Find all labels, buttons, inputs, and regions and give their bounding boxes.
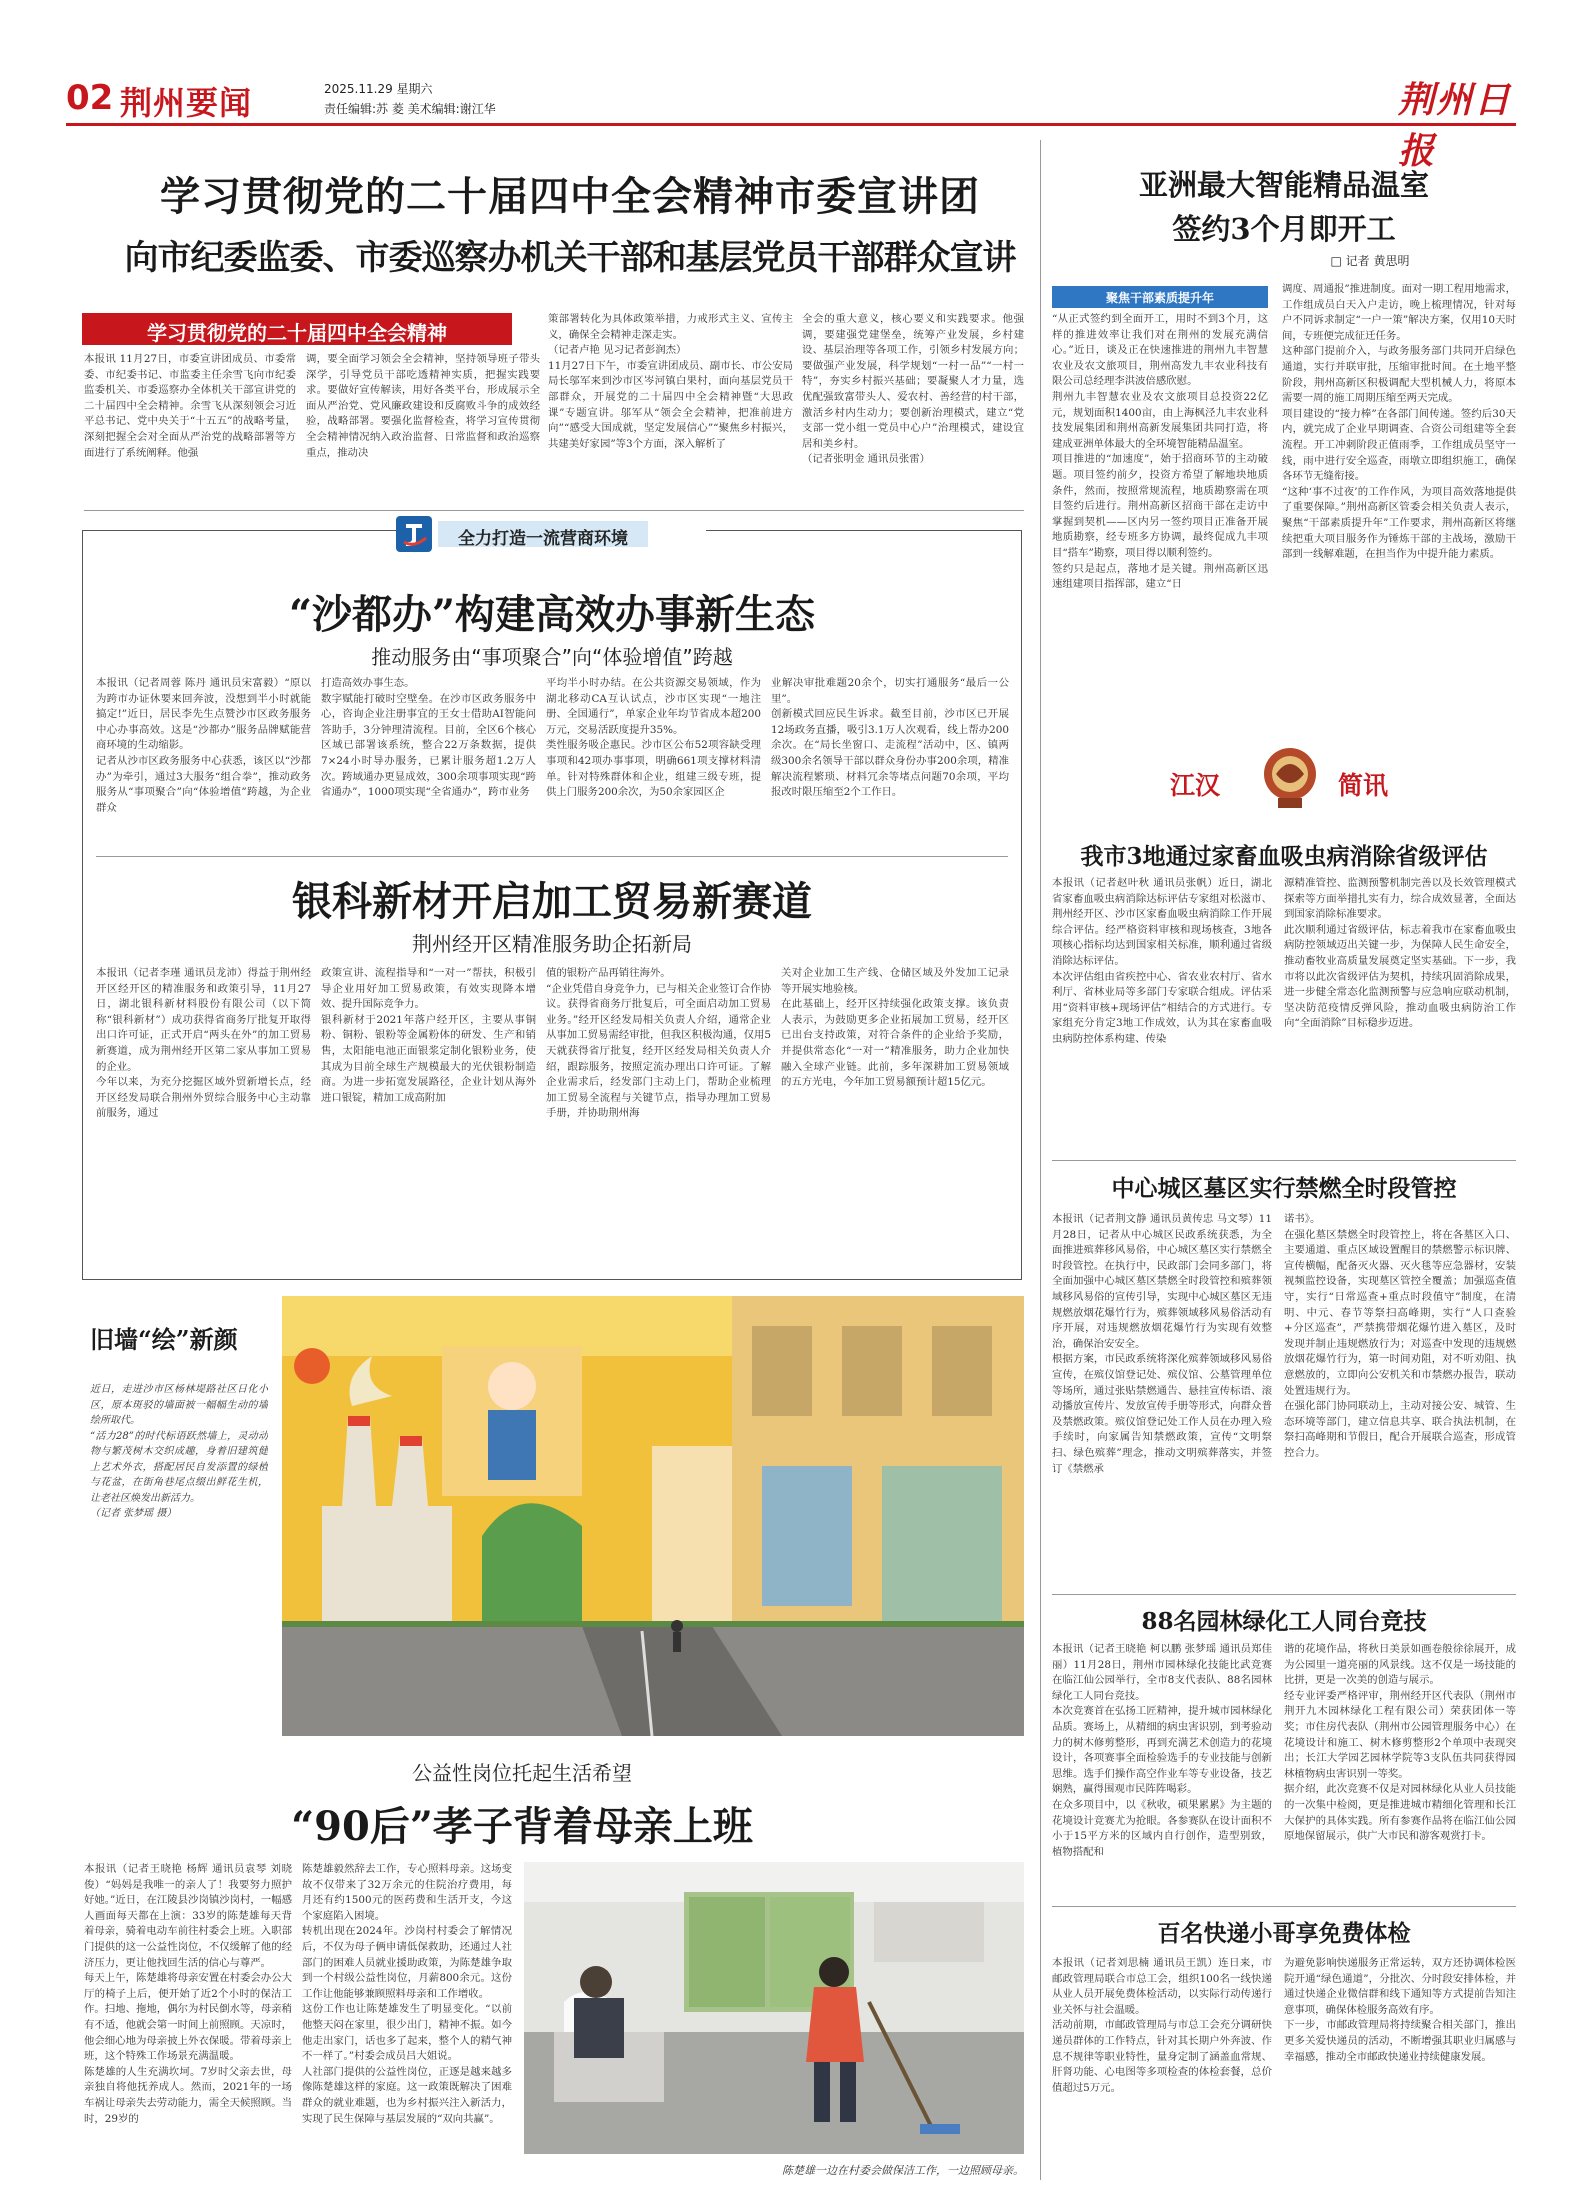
caretaker-photo (524, 1862, 1024, 2154)
feature-title: 旧墙“绘”新颜 (90, 1325, 238, 1354)
brief-headline: 我市3地通过家畜血吸虫病消除省级评估 (1080, 843, 1488, 870)
brief4-column-1: 本报讯（记者刘思楠 通讯员王凯）连日来，市邮政管理局联合市总工会，组织100名一线快递从业人员开展免费体检活动，以实际行动传递行业关怀与社会温暖。 活动前期，市邮政管理局与市总工会充分调研快递员群体的工作特点，针对其长期户外奔波、作息不规律等职业特性，量身定制了涵盖血常规、肝肾功能、心电图等多项检查的体检套餐，总价值超过5万元。 (1052, 1957, 1272, 2094)
masthead-rule (66, 123, 1516, 126)
story-subtitle: 荆州经开区精准服务助企拓新局 (412, 932, 692, 956)
column-badge-bar (438, 521, 648, 547)
story2-column-2: 政策宣讲、流程指导和“一对一”帮扶，积极引导企业用好加工贸易政策，有效实现降本增效、提升国际竞争力。 银科新材于2021年落户经开区，主要从事铜粉、铜粉、银粉等金属粉体的研发、生产和销售，太阳能电池正面银浆定制化银粉业务，使其成为目前全球生产规模最大的光伏银粉制造商。为进一步拓宽发展路径，企业计划从海外进口银锭，精加工成高附加 (321, 967, 536, 1104)
lead-column-2: 调，要全面学习领会全会精神，坚持领导班子带头深学，引导党员干部吃透精神实质，把握实践要求。要做好宣传解读，用好各类平台，形成展示全面从严治党、党风廉政建设和反腐败斗争的成效经验，战略部署。要强化监督检查，将学习宣传贯彻全会精神情况纳入政治监督、日常监督和政治巡察重点，推动决 (306, 353, 540, 459)
story1-column-1: 本报讯（记者周蓉 陈丹 通讯员宋富毅）“原以为跨市办证休要来回奔波，没想到半小时就能搞定!”近日，居民李先生点赞沙市区政务服务中心办事高效。这是“沙都办”服务品牌赋能营商环境的生动缩影。 记者从沙市区政务服务中心获悉，该区以“沙都办”为牵引，通过3大服务“组合拳”，推动政务服务从“事项聚合”向“体验增值”跨越，为企业群众 (96, 677, 311, 814)
brief-headline: 88名园林绿化工人同台竞技 (1141, 1608, 1427, 1635)
brief4-column-2: 为避免影响快递服务正常运转，双方还协调体检医院开通“绿色通道”，分批次、分时段安排体检，并通过快递企业微信群和线下通知等方式提前告知注意事项，确保体检服务高效有序。 下一步，市邮政管理局将持续聚合相关部门，推出更多关爱快递员的活动，不断增强其职业归属感与幸福感，推动全市邮政快递业持续健康发展。 (1284, 1957, 1516, 2063)
jianghan-briefs-badge (1140, 742, 1440, 814)
brief1-column-2: 源精准管控、监测预警机制完善以及长效管理模式探索等方面举措扎实有力，综合成效显著，全面达到国家消除标准要求。 此次顺利通过省级评估，标志着我市在家畜血吸虫病防控领域迈出关键一步，为保障人民生命安全，推动畜牧业高质量发展奠定坚实基础。下一步，我市将以此次省级评估为契机，持续巩固消除成果，进一步健全常态化监测预警与应急响应联动机制，坚决防范疫情反弹风险，推动血吸虫病防治工作向“全面消除”目标稳步迈进。 (1284, 877, 1516, 1030)
story1-column-2: 打造高效办事生态。 数字赋能打破时空壁垒。在沙市区政务服务中心，咨询企业注册事宜的王女士借助AI智能问答助手，3分钟理清流程。目前，全区6个核心区域已部署该系统，整合22万条数据，提供7×24小时导办服务，已累计服务超1.2万人次。跨域通办更显成效，300余项事项实现“跨省通办”，1000项实现“全省通办”，跨市业务 (321, 677, 536, 799)
brief3-column-2: 谐的花境作品，将秋日美景如画卷般徐徐展开，成为公园里一道亮丽的风景线。这不仅是一场技能的比拼，更是一次美的创造与展示。 经专业评委严格评审，荆州经开区代表队（荆州市荆开九木园林绿化工程有限公司）荣获团体一等奖；市住房代表队（荆州市公园管理服务中心）在花境设计和施工、树木修剪整形2个单项中表现突出；长江大学园艺园林学院等3支队伍共同获得园林植物病虫害识别一等奖。 据介绍，此次竞赛不仅是对园林绿化从业人员技能的一次集中检阅，更是推进城市精细化管理和长江大保护的具体实践。所有参赛作品将在临江仙公园原地保留展示，供广大市民和游客观赏打卡。 (1284, 1643, 1516, 1843)
badge-right-text: 简讯 (1338, 771, 1389, 800)
issue-date: 2025.11.29 星期六 (324, 82, 433, 96)
page-number: 02 (66, 78, 114, 118)
divider (1052, 1906, 1516, 1907)
lead-headline-line2: 向市纪委监委、市委巡察办机关干部和基层党员干部群众宣讲 (124, 238, 1016, 278)
brief2-column-2: 诺书》。 在强化墓区禁燃全时段管控上，将在各墓区入口、主要通道、重点区域设置醒目的禁燃警示标识牌、宣传横幅，配备灭火器、灭火毯等应急器材，安装视频监控设备，实现墓区管控全覆盖；加强巡查值守，实行“日常巡查+重点时段值守”制度，在清明、中元、春节等祭扫高峰期，实行“人口查验+分区巡查”，严禁携带烟花爆竹进入墓区，及时发现并制止违规燃放行为；对巡查中发现的违规燃放烟花爆竹行为，第一时间劝阻，对不听劝阻、执意燃放的，立即向公安机关和市禁燃办报告，联动处置违规行为。 在强化部门协同联动上，主动对接公安、城管、生态环境等部门，建立信息共享、联合执法机制，在祭扫高峰期和节假日，配合开展联合巡查，形成管控合力。 (1284, 1213, 1516, 1459)
column-badge (396, 516, 706, 552)
badge-left-text: 江汉 (1170, 771, 1221, 800)
greenhouse-column-1: “从正式签约到全面开工，用时不到3个月，这样的推进效率让我们对在荆州的发展充满信心。”近日，谈及正在快速推进的荆州九丰智慧农业及农文旅项目，荆州高发九丰农业科技有限公司总经理李洪波倍感欣慰。 荆州九丰智慧农业及农文旅项目总投资22亿元，规划面积1400亩，由上海枫泾九丰农业科技发展集团和荆州高新发展集团共同打造，将建成亚洲单体最大的全环境智能精品温室。 项目推进的“加速度”，始于招商环节的主动破题。项目签约前夕，投资方希望了解地块地质条件，然而，按照常规流程，地质勘察需在项目签约后进行。荆州高新区招商干部在走访中掌握到契机——区内另一签约项目正准备开展地质勘察，经专班多方协调，最终促成九丰项目“搭车”勘察，项目得以顺利签约。 签约只是起点，落地才是关键。荆州高新区迅速组建项目指挥部，建立“日 (1052, 313, 1268, 591)
divider (84, 510, 1024, 511)
brief-headline: 中心城区墓区实行禁燃全时段管控 (1111, 1175, 1457, 1202)
brief2-column-1: 本报讯（记者荆文静 通讯员黄传忠 马文琴）11月28日，记者从中心城区民政系统获悉，为全面推进殡葬移风易俗，中心城区墓区实行禁燃全时段管控。在执行中，民政部门会同多部门，将全面加强中心城区墓区禁燃全时段管控和殡葬领域移风易俗的宣传引导，实现中心城区墓区无违规燃放烟花爆竹行为，殡葬领域移风易俗活动有序开展，对违规燃放烟花爆竹行为实现有效整治，确保治安安全。 根据方案，市民政系统将深化殡葬领域移风易俗宣传，在殡仪馆登记处、殡仪馆、公墓管理单位等场所，通过张贴禁燃通告、悬挂宣传标语、滚动播放宣传片、发放宣传手册等形式，向群众普及禁燃政策。殡仪馆登记处工作人员在办理入殓手续时，向家属告知禁燃政策，宣传“文明祭扫、绿色殡葬”理念，推动文明殡葬落实，并签订《禁燃承 (1052, 1213, 1272, 1475)
divider (1052, 1594, 1516, 1595)
elder-headline: “90后”孝子背着母亲上班 (291, 1803, 753, 1850)
study-banner-text: 学习贯彻党的二十届四中全会精神 (147, 321, 447, 345)
elder-column-2: 陈楚雄毅然辞去工作，专心照料母亲。这场变故不仅带来了32万余元的住院治疗费用，每月还有约1500元的医药费和生活开支，今这个家庭陷入困境。 转机出现在2024年。沙岗村村委会了解情况后，不仅为母子俩申请低保救助，还通过人社部门的困难人员就业援助政策，为陈楚雄争取到一个村级公益性岗位，月薪800余元。这份工作让他能够兼顾照料母亲和工作增收。 这份工作也让陈楚雄发生了明显变化。“以前他整天闷在家里，很少出门，精神不振。如今他走出家门，话也多了起来，整个人的精气神不一样了。”村委会成员吕大姐说。 人社部门提供的公益性岗位，正逐是越来越多像陈楚雄这样的家庭。这一政策既解决了困难群众的就业难题，也为乡村振兴注入新活力，实现了民生保障与基层发展的“双向共赢”。 (302, 1863, 512, 2125)
story2-column-3: 值的银粉产品再销往海外。 “企业凭借自身竞争力，已与相关企业签订合作协议。获得省商务厅批复后，可全面启动加工贸易业务。”经开区经发局相关负责人介绍，通常企业从事加工贸易需经审批，但我区积极沟通，仅用5天就获得省厅批复，经开区经发局相关负责人介绍，跟踪服务，按照定流办理出口许可证。了解企业需求后，经发部门主动上门，帮助企业梳理加工贸易全流程与关键节点，指导办理加工贸易手册，并协助荆州海 (546, 967, 771, 1120)
story1-column-3: 平均半小时办结。在公共资源交易领域，作为湖北移动CA互认试点，沙市区实现“一地注册、全国通行”，单家企业年均节省成本超200万元，交易活跃度提升35%。 类性服务吸企惠民。沙市区公布52项容缺受理事项和42项办事事项，明确661项支撑材料清单。针对特殊群体和企业，组建三级专班，提供上门服务200余次，为50余家园区企 (546, 677, 761, 799)
divider (1052, 1160, 1516, 1161)
bronze-vessel-icon (1258, 744, 1322, 810)
story2-column-1: 本报讯（记者李瑾 通讯员龙沛）得益于荆州经开区经开区的精准服务和政策引导，11月27日，湖北银科新材料股份有限公司（以下简称“银科新材”）成功获得省商务厅批复开取得出口许可证，正式开启“两头在外”的加工贸易新赛道，成为荆州经开区第二家从事加工贸易的企业。 今年以来，为充分挖掘区域外贸新增长点，经开区经发局联合荆州外贸综合服务中心主动靠前服务，通过 (96, 967, 311, 1120)
brief3-column-1: 本报讯（记者王晓艳 柯以鹏 张梦瑶 通讯员郑佳丽）11月28日，荆州市园林绿化技能比武竞赛在临江仙公园举行，全市8支代表队、88名园林绿化工人同台竞技。 本次竞赛首在弘扬工匠精神，提升城市园林绿化品质。赛场上，从精细的病虫害识别，到考验动力的树木修剪整形，再到充满艺术创造力的花境设计，各项赛事全面检验选手的专业技能与创新思维。选手们操作高空作业车等专业设备，技艺娴熟，赢得围观市民阵阵喝彩。 在众多项目中，以《秋收，硕果累累》为主题的花境设计竞赛尤为抢眼。各参赛队在设计面积不小于15平方米的区域内自行创作，造型别致，植物搭配和 (1052, 1643, 1272, 1858)
greenhouse-column-2: 调度、周通报”推进制度。面对一期工程用地需求，工作组成员白天入户走访，晚上梳理情况，针对每户不同诉求制定“一户一策”解决方案，仅用10天时间，专班便完成征迁任务。 这种部门提前介入，与政务服务部门共同开启绿色通道，实行并联审批，压缩审批时间。在土地平整阶段，荆州高新区积极调配大型机械人力，将原本需要一周的施工周期压缩至两天完成。 项目建设的“接力棒”在各部门间传递。签约后30天内，就完成了企业早期调查、合资公司组建等全套流程。开工冲刺阶段正值雨季，工作组成员坚守一线，雨中进行安全巡查，雨墩立即组织施工，确保各环节无缝衔接。 “这种‘事不过夜’的工作作风，为项目高效落地提供了重要保障。”荆州高新区管委会相关负责人表示，聚焦“干部素质提升年”工作要求，荆州高新区将继续把重大项目服务作为锤炼干部的主战场，激励干部到一线解难题，在担当作为中提升能力素质。 (1282, 283, 1516, 561)
greenhouse-headline-line1: 亚洲最大智能精品温室 (1138, 168, 1429, 202)
lead-column-4: 全会的重大意义，核心要义和实践要求。他强调，要建强党建堡垒，统筹产业发展，乡村建设、基层治理等各项工作，引领乡村发展方向；要做强产业发展，科学规划“一村一品”“一村一特”，夯实乡村振兴基础；要凝聚人才力量，选优配强致富带头人、爱农村、善经营的村干部，激活乡村内生动力；要创新治理模式，建立“党支部一党小组一党员中心户”治理模式，建设宜居和美乡村。 （记者张明金 通讯员张雷） (802, 313, 1024, 466)
column-logo-icon (396, 516, 432, 552)
mural-street-photo (282, 1296, 1024, 1736)
brief-headline: 百名快递小哥享免费体检 (1157, 1920, 1411, 1947)
editor-credits: 责任编辑:苏 菱 美术编辑:谢江华 (324, 102, 496, 116)
study-banner (82, 313, 512, 345)
story-headline: 银科新材开启加工贸易新赛道 (292, 878, 812, 925)
newspaper-logo: 荆州日报 (1398, 79, 1513, 172)
story-headline: “沙都办”构建高效办事新生态 (288, 591, 815, 638)
feature-text: 近日，走进沙市区杨林堤路社区日化小区，原本斑驳的墙面被一幅幅生动的墙绘所取代。 “活力28”的时代标语跃然墙上，灵动动物与繁茂树木交织成趣，身着旧建筑健上艺术外衣，搭配居民自发添置的绿植与花盆，在街角巷尾点缀出鲜花生机，让老社区焕发出新活力。 （记者 张梦瑶 摄） (90, 1384, 268, 1519)
lead-column-1: 本报讯 11月27日，市委宣讲团成员、市委常委、市纪委书记、市监委主任余雪飞向市纪委监委机关、市委巡察办全体机关干部宣讲党的二十届四中全会精神。余雪飞从深刻领会习近平总书记、党中央关于“十五五”的战略考量，深刻把握全会对全面从严治党的战略部署等方面进行了系统阐释。他强 (84, 353, 296, 459)
lead-column-3: 策部署转化为具体政策举措，力戒形式主义、宣传主义，确保全会精神走深走实。 （记者卢艳 见习记者彭润杰） 11月27日下午，市委宣讲团成员、副市长、市公安局局长邬军来到沙市区岑河镇白果村，面向基层党员干部群众，开展党的二十届四中全会精神暨“大思政课”专题宣讲。邬军从“领会全会精神，把准前进方向”“感受大国成就，坚定发展信心”“聚焦乡村振兴，共建美好家园”等3个方面，深入解析了 (548, 313, 793, 450)
section-name: 荆州要闻 (120, 84, 253, 122)
story1-column-4: 业解决审批难题20余个，切实打通服务“最后一公里”。 创新模式回应民生诉求。截至目前，沙市区已开展12场政务直播，吸引3.1万人次观看，线上帮办200余次。在“局长坐窗口、走流程”活动中，区、镇两级300余名领导干部以群众身份办事200余项，精准解决流程繁琐、材料冗余等堵点问题70余项，平均报改时限压缩至2个工作日。 (771, 677, 1009, 799)
story2-column-4: 关对企业加工生产线、仓储区域及外发加工记录等开展实地验核。 在此基础上，经开区持续强化政策支撑。该负责人表示，为鼓励更多企业拓展加工贸易，经开区已出台支持政策，对符合条件的企业给予奖励，并提供常态化“一对一”精准服务，助力企业加快融入全球产业链。此前，多年深耕加工贸易领域的五方光电，今年加工贸易额预计超15亿元。 (781, 967, 1009, 1089)
brief1-column-1: 本报讯（记者赵叶秋 通讯员张帆）近日，湖北省家畜血吸虫病消除达标评估专家组对松滋市、荆州经开区、沙市区家畜血吸虫病消除工作开展综合评估。经严格资料审核和现场核查，3地各项核心指标均达到国家相关标准，顺利通过省级消除达标评估。 本次评估组由省疾控中心、省农业农村厅、省水利厅、省林业局等多部门专家联合组成。评估采用“资料审核+现场评估”相结合的方式进行。专家组充分肯定3地工作成效，认为其在家畜血吸虫病防控体系构建、传染 (1052, 877, 1272, 1045)
divider (96, 856, 1008, 857)
column-badge-text: 全力打造一流营商环境 (458, 529, 628, 549)
column-divider (1040, 140, 1041, 2180)
story-subtitle: 推动服务由“事项聚合”向“体验增值”跨越 (371, 645, 733, 669)
photo-caption: 陈楚雄一边在村委会做保洁工作，一边照顾母亲。 (782, 2164, 1024, 2177)
focus-tag (1052, 286, 1268, 308)
greenhouse-byline: □ 记者 黄思明 (1330, 254, 1410, 268)
lead-headline-line1: 学习贯彻党的二十届四中全会精神市委宣讲团 (160, 173, 980, 220)
elder-column-1: 本报讯（记者王晓艳 杨辉 通讯员袁琴 刘晓俊）“妈妈是我唯一的亲人了！我要努力照护好她。”近日，在江陵县沙岗镇沙岗村，一幅感人画面每天都在上演：33岁的陈楚雄每天背着母亲，骑着电动车前往村委会上班。入职部门提供的这一公益性岗位，不仅缓解了他的经济压力，更让他找回生活的信心与尊严。 每天上午，陈楚雄将母亲安置在村委会办公大厅的椅子上后，便开始了近2个小时的保洁工作。扫地、拖地，偶尔为村民倒水等，母亲稍有不适，他就会第一时间上前照顾。天凉时，他会细心地为母亲披上外衣保暖。带着母亲上班，这个特殊工作场景充满温暖。 陈楚雄的人生充满坎坷。7岁时父亲去世，母亲独自将他抚养成人。然而，2021年的一场车祸让母亲失去劳动能力，需全天候照顾。当时，29岁的 (84, 1863, 292, 2125)
elder-kicker: 公益性岗位托起生活希望 (412, 1761, 632, 1785)
masthead (66, 70, 1516, 172)
focus-tag-text: 聚焦干部素质提升年 (1105, 291, 1214, 305)
greenhouse-headline-line2: 签约3个月即开工 (1172, 212, 1396, 246)
